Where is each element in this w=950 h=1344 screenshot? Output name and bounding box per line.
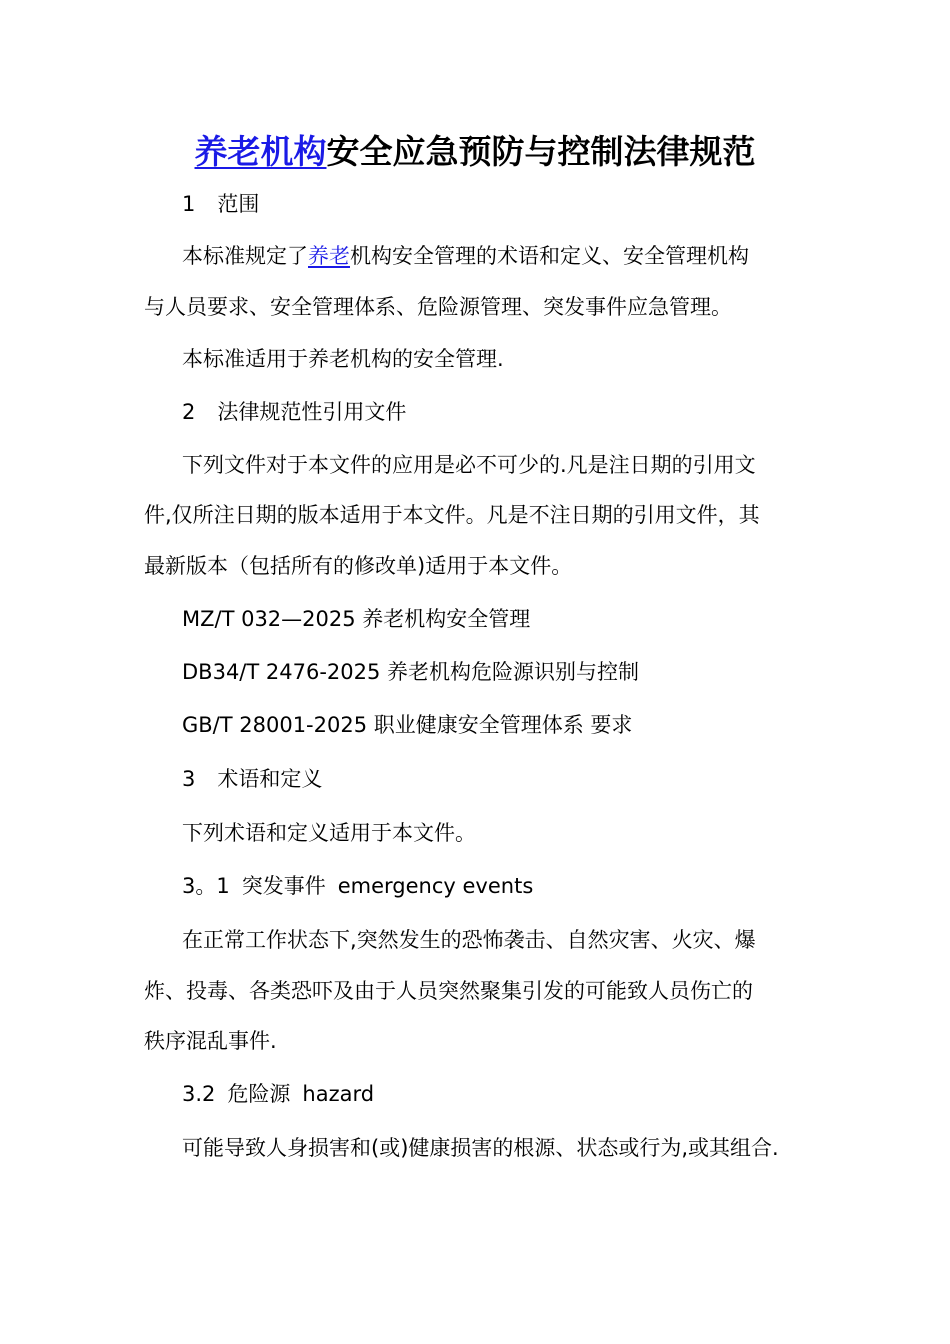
term-en: emergency events	[337, 874, 534, 898]
document-title	[0, 128, 950, 176]
paragraph-text: 本标准规定了	[182, 244, 308, 268]
section-number: 2	[182, 400, 196, 424]
section-title: 术语和定义	[217, 767, 323, 791]
paragraph-text: 机构安全管理的术语和定义、安全管理机构	[350, 244, 749, 268]
section-title: 范围	[217, 192, 260, 216]
reference-item: DB34/T 2476-2025 养老机构危险源识别与控制	[182, 660, 640, 684]
section-number: 3	[182, 767, 196, 791]
paragraph-line: 下列术语和定义适用于本文件。	[182, 821, 476, 845]
paragraph-line: 与人员要求、安全管理体系、危险源管理、突发事件应急管理。	[144, 295, 732, 319]
paragraph-line: 秩序混乱事件.	[144, 1029, 277, 1053]
section-2-heading	[182, 395, 406, 429]
paragraph-line: 在正常工作状态下,突然发生的恐怖袭击、自然灾害、火灾、爆	[182, 928, 756, 952]
paragraph-line	[182, 239, 749, 273]
title-link[interactable]: 养老机构	[194, 132, 327, 171]
term-zh: 危险源	[227, 1082, 291, 1106]
term-heading	[182, 869, 533, 903]
section-3-heading	[182, 762, 322, 796]
section-1-heading	[182, 187, 259, 221]
term-number: 3。1	[182, 874, 230, 898]
section-title: 法律规范性引用文件	[217, 400, 407, 424]
section-number: 1	[182, 192, 196, 216]
reference-item: MZ/T 032—2025 养老机构安全管理	[182, 607, 531, 631]
term-heading	[182, 1077, 374, 1111]
title-text: 安全应急预防与控制法律规范	[326, 132, 756, 171]
term-en: hazard	[302, 1082, 375, 1106]
reference-item: GB/T 28001-2025 职业健康安全管理体系 要求	[182, 713, 633, 737]
paragraph-line: 件,仅所注日期的版本适用于本文件。凡是不注日期的引用文件，其	[144, 503, 760, 527]
term-number: 3.2	[182, 1082, 216, 1106]
paragraph-line: 本标准适用于养老机构的安全管理.	[182, 347, 504, 371]
paragraph-line: 可能导致人身损害和(或)健康损害的根源、状态或行为,或其组合.	[182, 1136, 779, 1160]
term-zh: 突发事件	[241, 874, 326, 898]
paragraph-line: 下列文件对于本文件的应用是必不可少的.凡是注日期的引用文	[182, 453, 756, 477]
inline-link[interactable]: 养老	[308, 244, 350, 268]
paragraph-line: 最新版本（包括所有的修改单)适用于本文件。	[144, 554, 573, 578]
paragraph-line: 炸、投毒、各类恐吓及由于人员突然聚集引发的可能致人员伤亡的	[144, 979, 753, 1003]
